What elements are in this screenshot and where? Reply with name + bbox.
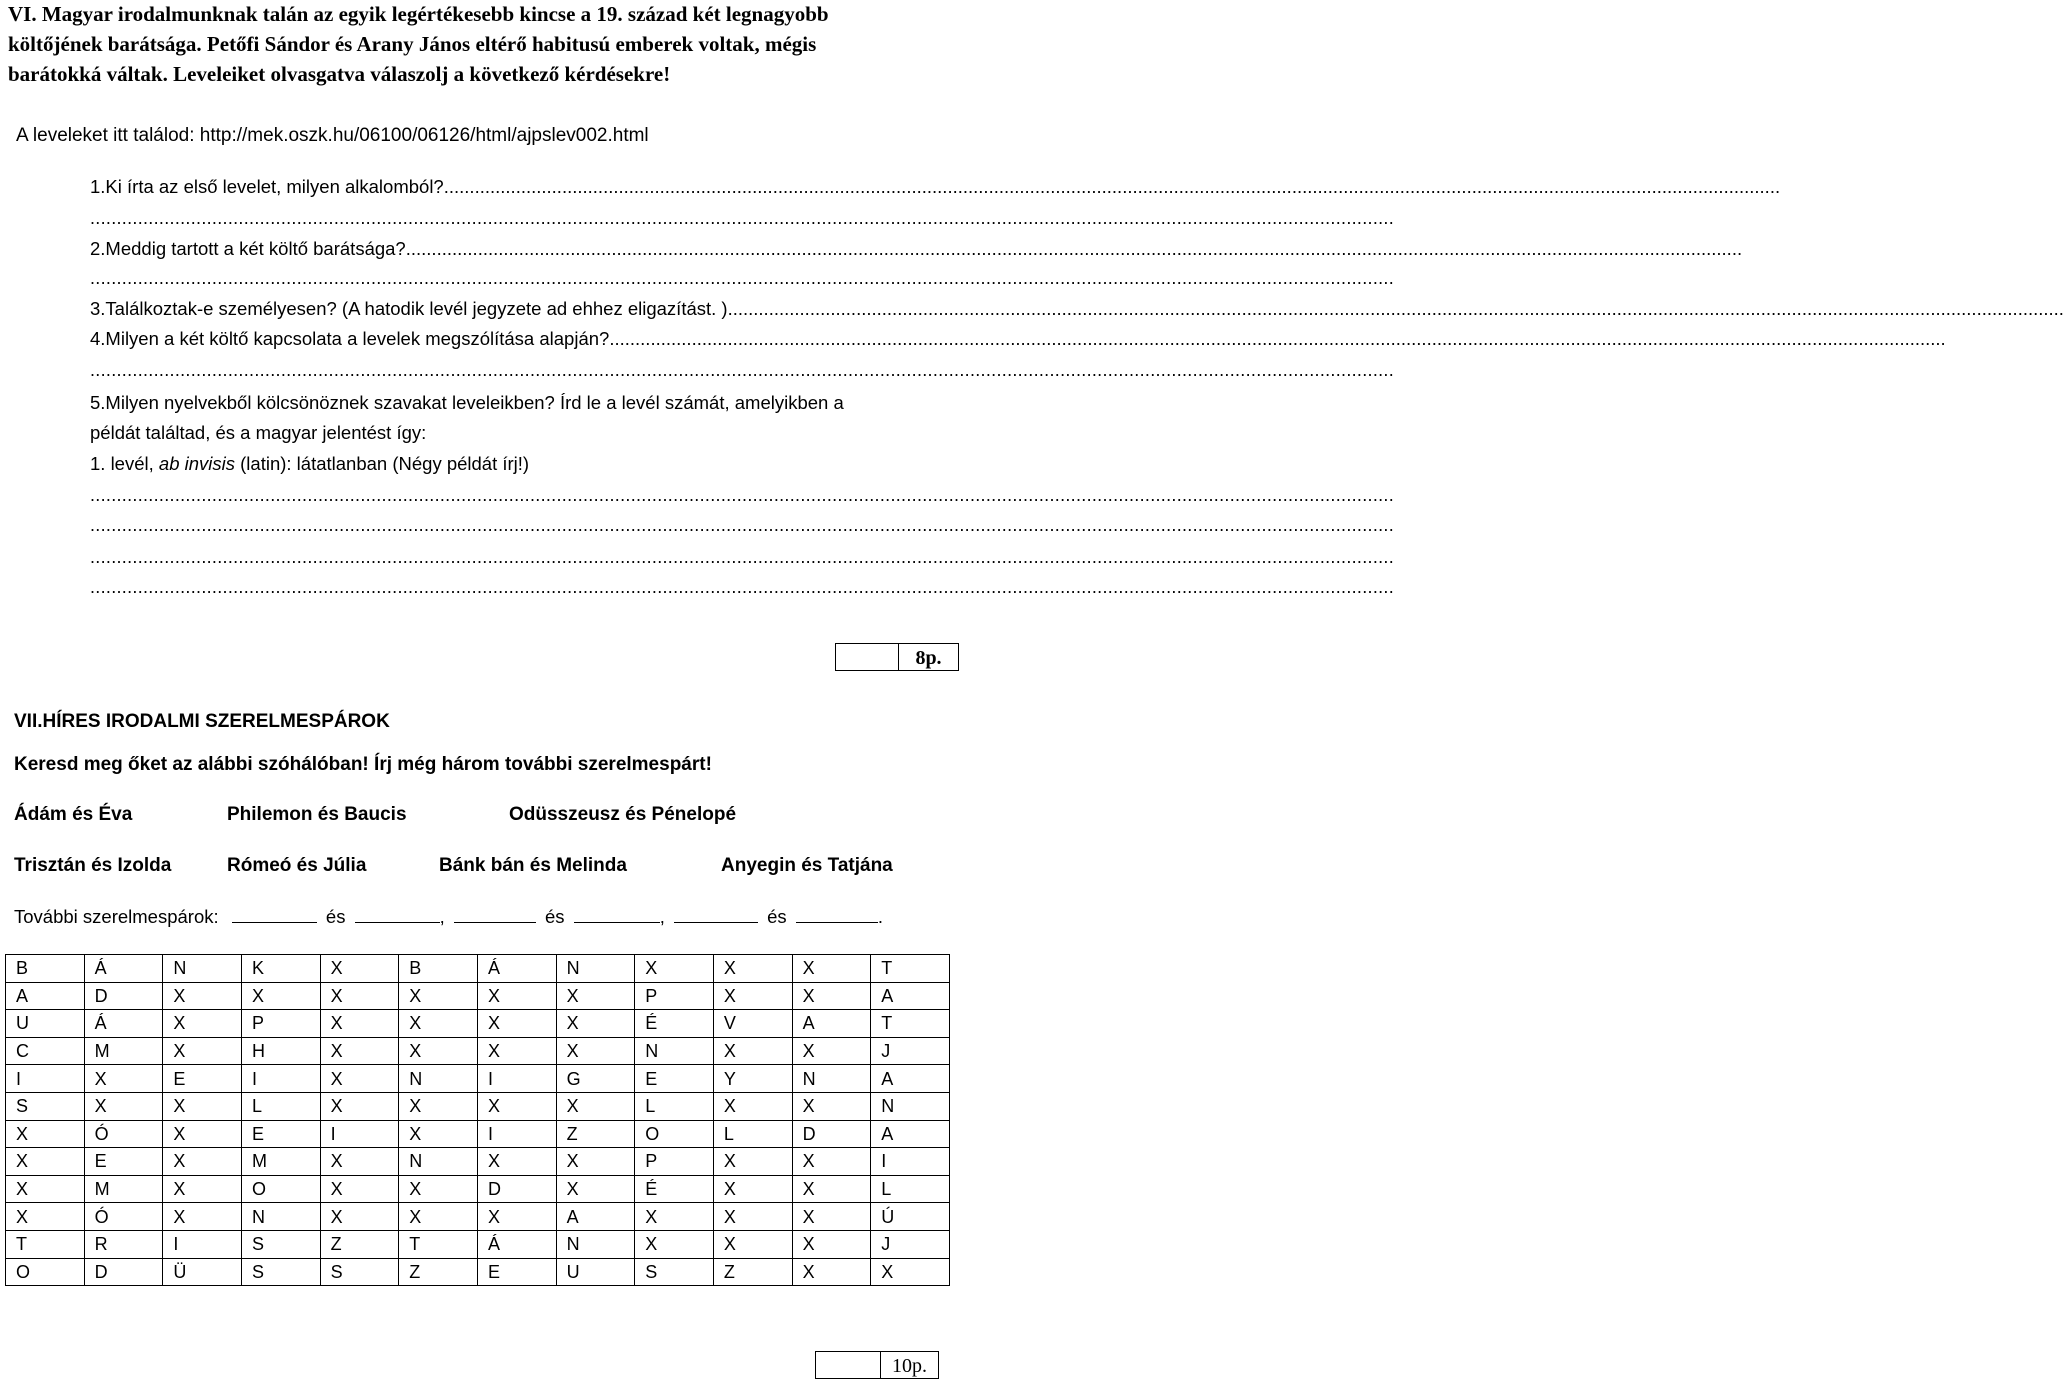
grid-cell: J [871,1230,950,1258]
grid-cell: X [6,1203,85,1231]
grid-cell: X [399,1037,478,1065]
question-4-line [90,326,1946,352]
grid-cell: M [84,1175,163,1203]
blank-1a[interactable] [232,904,317,923]
grid-row [6,1230,950,1258]
grid-cell: X [399,1120,478,1148]
grid-cell: X [792,1203,871,1231]
question-1-line [90,174,1781,200]
grid-cell: P [241,1010,320,1038]
question-1: 1.Ki írta az első levelet, milyen alkalomból? [90,176,444,197]
grid-cell: N [635,1037,714,1065]
grid-cell: X [320,955,399,983]
grid-row [6,982,950,1010]
grid-cell: S [241,1230,320,1258]
grid-cell: X [163,1175,242,1203]
grid-cell: X [635,1230,714,1258]
couple-anyegin-tatjana: Anyegin és Tatjána [721,855,893,876]
grid-cell: Ü [163,1258,242,1286]
section-7-points-box [815,1351,939,1379]
grid-cell: X [163,1203,242,1231]
grid-cell: L [871,1175,950,1203]
grid-cell: X [399,982,478,1010]
answer-line-2b: ...................................................................................................................................................................................................................................................... [90,268,1395,288]
grid-cell: M [241,1148,320,1176]
grid-cell: X [713,1037,792,1065]
question-5-line-1: 5.Milyen nyelvekből kölcsönöznek szavakat leveleikben? Írd le a levél számát, amelyikben a [90,392,844,413]
grid-cell: H [241,1037,320,1065]
grid-cell: X [6,1148,85,1176]
grid-cell: U [556,1258,635,1286]
grid-cell: X [713,1203,792,1231]
grid-row [6,1120,950,1148]
section-7-instruction: Keresd meg őket az alábbi szóhálóban! Írj még három további szerelmespárt! [14,754,712,775]
grid-cell: P [635,982,714,1010]
grid-row [6,1258,950,1286]
grid-cell: S [635,1258,714,1286]
grid-cell: R [84,1230,163,1258]
grid-cell: N [399,1148,478,1176]
grid-cell: T [871,1010,950,1038]
grid-cell: E [477,1258,556,1286]
answer-line-4b: ...................................................................................................................................................................................................................................................... [90,360,1395,380]
grid-cell: X [6,1175,85,1203]
grid-cell: I [320,1120,399,1148]
grid-cell: X [320,1092,399,1120]
grid-cell: Y [713,1065,792,1093]
answer-line-5c: ...................................................................................................................................................................................................................................................... [90,547,1395,567]
grid-cell: É [635,1175,714,1203]
blank-2b[interactable] [574,904,660,923]
grid-cell: E [163,1065,242,1093]
couple-philemon-baucis: Philemon és Baucis [227,804,407,825]
grid-cell: A [871,1120,950,1148]
grid-cell: V [713,1010,792,1038]
couple-bank-melinda: Bánk bán és Melinda [439,855,627,876]
answer-dots: .................................................................................................................................................................................................................................................................... [727,298,2064,319]
grid-cell: X [713,1230,792,1258]
grid-cell: X [84,1065,163,1093]
grid-cell: Z [399,1258,478,1286]
grid-cell: X [477,1010,556,1038]
blank-3a[interactable] [674,904,758,923]
question-5-line-2: példát találtad, és a magyar jelentést így: [90,422,427,443]
grid-cell: Z [320,1230,399,1258]
grid-cell: X [477,1092,556,1120]
grid-cell: I [6,1065,85,1093]
couple-adam-eva: Ádám és Éva [14,804,133,825]
grid-cell: X [556,1175,635,1203]
section-7-title: VII.HÍRES IRODALMI SZERELMESPÁROK [14,711,390,732]
grid-cell: B [399,955,478,983]
further-couples-label: További szerelmespárok: [14,906,219,927]
grid-cell: X [320,1148,399,1176]
grid-cell: N [871,1092,950,1120]
grid-cell: X [477,1203,556,1231]
section-7-points: 10p. [892,1355,927,1377]
grid-cell: X [477,982,556,1010]
grid-cell: X [635,1203,714,1231]
couple-trisztan-izolda: Trisztán és Izolda [14,855,172,876]
question-3-line [90,296,2064,322]
grid-cell: E [84,1148,163,1176]
grid-cell: L [241,1092,320,1120]
further-couples-row: További szerelmespárok: és , és , és . [14,906,883,927]
grid-cell: I [477,1065,556,1093]
grid-cell: X [713,982,792,1010]
grid-cell: N [556,955,635,983]
grid-cell: X [320,1037,399,1065]
grid-cell: É [635,1010,714,1038]
grid-cell: X [163,1010,242,1038]
grid-cell: X [163,1120,242,1148]
grid-cell: I [241,1065,320,1093]
question-2-line [90,236,1743,262]
grid-cell: N [241,1203,320,1231]
grid-cell: I [477,1120,556,1148]
grid-cell: X [556,1010,635,1038]
grid-cell: M [84,1037,163,1065]
grid-cell: X [556,1148,635,1176]
grid-row [6,1175,950,1203]
blank-1b[interactable] [355,904,440,923]
grid-cell: D [84,1258,163,1286]
grid-cell: T [399,1230,478,1258]
grid-cell: X [792,1092,871,1120]
grid-cell: Z [713,1258,792,1286]
grid-cell: I [163,1230,242,1258]
section-6-intro-line-1: VI. Magyar irodalmunknak talán az egyik legértékesebb kincse a 19. század két legnagyobb [8,2,829,26]
grid-cell: I [871,1148,950,1176]
grid-cell: C [6,1037,85,1065]
grid-cell: X [163,1092,242,1120]
grid-cell: X [399,1203,478,1231]
grid-cell: A [871,1065,950,1093]
grid-cell: X [635,955,714,983]
grid-cell: X [871,1258,950,1286]
grid-cell: X [477,1148,556,1176]
grid-cell: X [556,982,635,1010]
grid-cell: X [792,1148,871,1176]
grid-cell: X [320,1203,399,1231]
grid-cell: J [871,1037,950,1065]
grid-cell: X [792,955,871,983]
grid-cell: Ó [84,1203,163,1231]
grid-cell: A [6,982,85,1010]
grid-cell: T [6,1230,85,1258]
section-6-points: 8p. [915,647,942,669]
couple-odusszeusz-penelope: Odüsszeusz és Pénelopé [509,804,737,825]
question-5-example: 1. levél, ab invisis (latin): látatlanban (Négy példát írj!) [90,453,530,474]
answer-line-5a: ...................................................................................................................................................................................................................................................... [90,485,1395,505]
grid-cell: U [6,1010,85,1038]
grid-cell: X [556,1092,635,1120]
grid-cell: E [635,1065,714,1093]
question-4: 4.Milyen a két költő kapcsolata a levelek megszólítása alapján? [90,328,610,349]
grid-cell: X [241,982,320,1010]
grid-cell: S [320,1258,399,1286]
letters-link-line: A leveleket itt találod: http://mek.oszk.hu/06100/06126/html/ajpslev002.html [16,125,649,146]
answer-line-1b: ...................................................................................................................................................................................................................................................... [90,208,1395,228]
grid-cell: G [556,1065,635,1093]
grid-cell: O [241,1175,320,1203]
grid-cell: L [713,1120,792,1148]
grid-cell: X [6,1120,85,1148]
score-input-cell[interactable] [836,644,899,670]
grid-cell: X [320,1010,399,1038]
grid-cell: X [713,1148,792,1176]
grid-cell: Á [84,1010,163,1038]
section-6-intro-line-2: költőjének barátsága. Petőfi Sándor és Arany János eltérő habitusú emberek voltak, mégis [8,32,817,56]
grid-row [6,1148,950,1176]
grid-cell: X [399,1010,478,1038]
answer-dots: .................................................................................................................................................................................................................................................................... [405,238,1743,259]
grid-cell: O [635,1120,714,1148]
grid-cell: X [320,982,399,1010]
grid-cell: D [792,1120,871,1148]
grid-cell: X [163,1148,242,1176]
grid-cell: X [399,1175,478,1203]
grid-cell: E [241,1120,320,1148]
grid-cell: X [399,1092,478,1120]
word-search-grid [5,954,950,1286]
grid-cell: Á [84,955,163,983]
grid-cell: K [241,955,320,983]
grid-cell: X [163,982,242,1010]
grid-cell: A [792,1010,871,1038]
question-3: 3.Találkoztak-e személyesen? (A hatodik levél jegyzete ad ehhez eligazítást. ) [90,298,728,319]
grid-cell: B [6,955,85,983]
grid-cell: X [792,1175,871,1203]
grid-cell: L [635,1092,714,1120]
grid-cell: D [477,1175,556,1203]
blank-3b[interactable] [796,904,878,923]
grid-cell: A [871,982,950,1010]
grid-cell: N [399,1065,478,1093]
blank-2a[interactable] [454,904,536,923]
section-6-intro-line-3: barátokká váltak. Leveleiket olvasgatva válaszolj a következő kérdésekre! [8,62,671,86]
grid-cell: X [713,955,792,983]
grid-cell: S [6,1092,85,1120]
grid-cell: X [792,1230,871,1258]
grid-cell: D [84,982,163,1010]
grid-row [6,1065,950,1093]
grid-row [6,1037,950,1065]
grid-cell: Ú [871,1203,950,1231]
grid-cell: Á [477,1230,556,1258]
grid-cell: X [163,1037,242,1065]
grid-cell: X [713,1092,792,1120]
grid-cell: O [6,1258,85,1286]
grid-cell: Ó [84,1120,163,1148]
grid-row [6,1203,950,1231]
grid-row [6,955,950,983]
grid-row [6,1010,950,1038]
grid-cell: X [320,1175,399,1203]
couple-romeo-julia: Rómeó és Júlia [227,855,367,876]
section-6-points-box [835,643,959,671]
grid-cell: A [556,1203,635,1231]
grid-cell: X [713,1175,792,1203]
grid-cell: X [556,1037,635,1065]
grid-cell: S [241,1258,320,1286]
answer-line-5b: ...................................................................................................................................................................................................................................................... [90,515,1395,535]
grid-cell: N [792,1065,871,1093]
answer-dots: .................................................................................................................................................................................................................................................................... [443,176,1781,197]
grid-cell: N [163,955,242,983]
answer-line-5d: ...................................................................................................................................................................................................................................................... [90,577,1395,597]
grid-cell: X [477,1037,556,1065]
grid-cell: P [635,1148,714,1176]
section-6-number: VI. [8,2,37,26]
score-input-cell[interactable] [816,1352,881,1378]
grid-cell: N [556,1230,635,1258]
question-2: 2.Meddig tartott a két költő barátsága? [90,238,406,259]
grid-cell: Á [477,955,556,983]
grid-cell: Z [556,1120,635,1148]
answer-dots: .................................................................................................................................................................................................................................................................... [609,328,1946,349]
grid-cell: X [84,1092,163,1120]
grid-cell: X [792,1037,871,1065]
grid-cell: T [871,955,950,983]
grid-cell: X [792,1258,871,1286]
grid-cell: X [792,982,871,1010]
grid-cell: X [320,1065,399,1093]
grid-row [6,1092,950,1120]
